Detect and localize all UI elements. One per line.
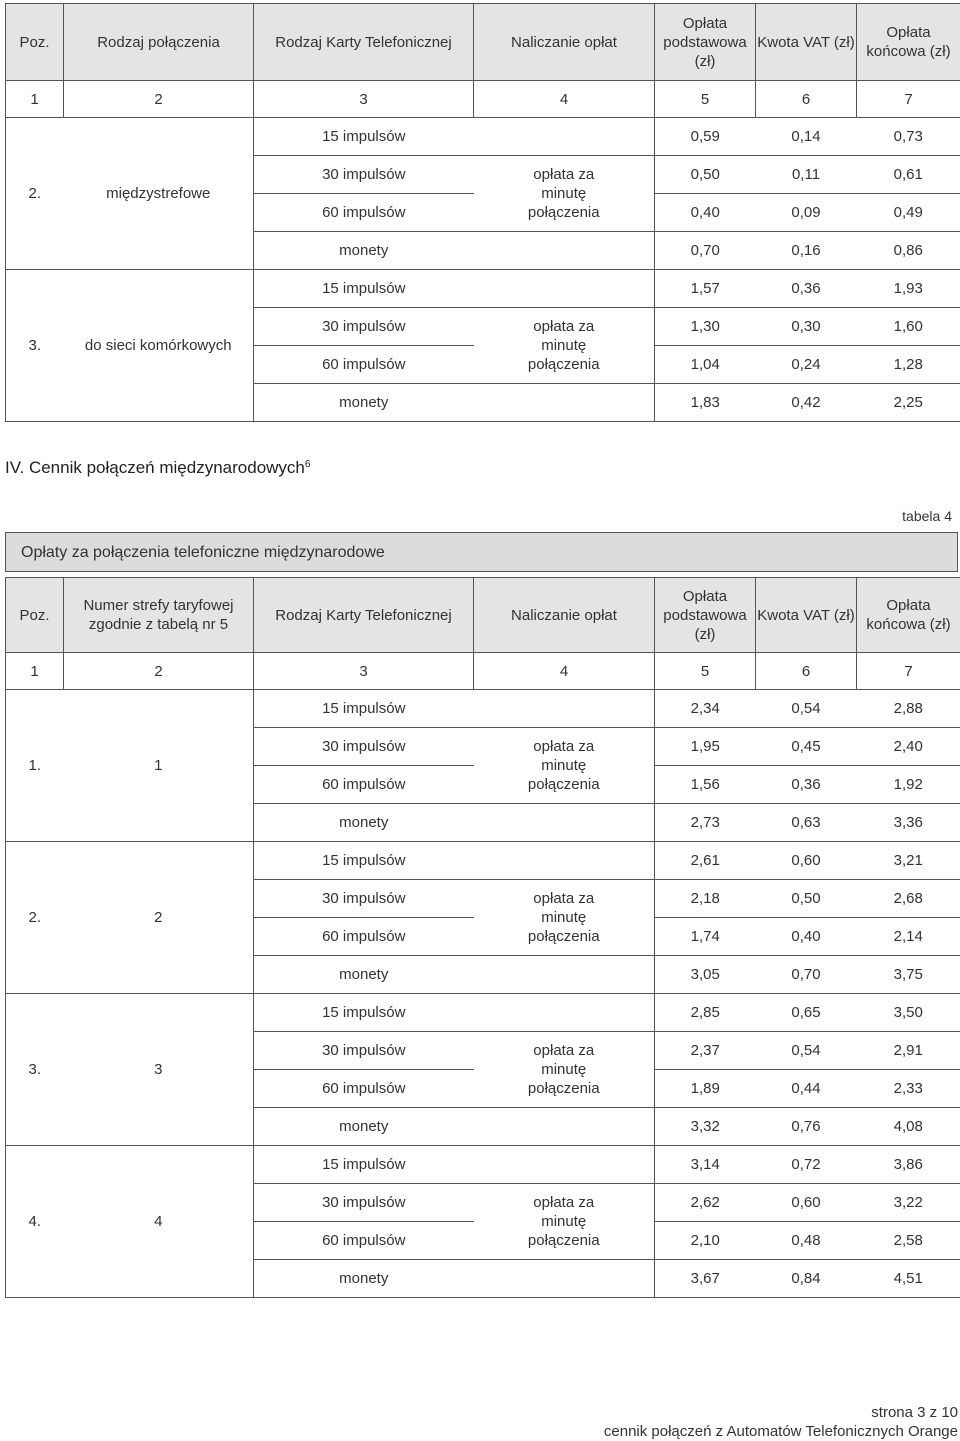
price-row xyxy=(6,1146,960,1184)
table-label: tabela 4 xyxy=(902,508,952,524)
base-fee-cell: 1,30 xyxy=(655,308,756,346)
group-name-cell: do sieci komórkowych xyxy=(64,270,254,422)
vat-cell: 0,24 xyxy=(756,346,857,384)
vat-cell: 0,60 xyxy=(756,1184,857,1222)
card-type-cell: 30 impulsów xyxy=(254,308,474,346)
header-rodzaj-karty: Rodzaj Karty Telefonicznej xyxy=(254,578,474,653)
group-name-cell: 1 xyxy=(64,690,254,842)
price-row xyxy=(6,118,960,156)
vat-cell: 0,84 xyxy=(756,1260,857,1298)
header-kwota-vat: Kwota VAT (zł) xyxy=(756,4,857,81)
final-fee-cell: 2,25 xyxy=(857,384,960,422)
group-name-cell: 4 xyxy=(64,1146,254,1298)
card-type-cell: 60 impulsów xyxy=(254,766,474,804)
vat-cell: 0,65 xyxy=(756,994,857,1032)
vat-cell: 0,60 xyxy=(756,842,857,880)
final-fee-cell: 3,36 xyxy=(857,804,960,842)
header-numer-strefy: Numer strefy taryfowej zgodnie z tabelą nr 5 xyxy=(64,578,254,653)
vat-cell: 0,70 xyxy=(756,956,857,994)
final-fee-cell: 0,86 xyxy=(857,232,960,270)
card-type-cell: 15 impulsów xyxy=(254,842,474,880)
billing-cell-empty xyxy=(474,804,655,842)
final-fee-cell: 0,61 xyxy=(857,156,960,194)
final-fee-cell: 2,88 xyxy=(857,690,960,728)
base-fee-cell: 1,83 xyxy=(655,384,756,422)
header-poz: Poz. xyxy=(6,578,64,653)
price-row xyxy=(6,690,960,728)
group-name-cell: 2 xyxy=(64,842,254,994)
vat-cell: 0,40 xyxy=(756,918,857,956)
poz-cell: 1. xyxy=(6,690,64,842)
vat-cell: 0,11 xyxy=(756,156,857,194)
final-fee-cell: 4,08 xyxy=(857,1108,960,1146)
column-number: 3 xyxy=(254,653,474,690)
domestic-price-table xyxy=(5,3,960,422)
column-number: 7 xyxy=(857,81,960,118)
poz-cell: 3. xyxy=(6,270,64,422)
final-fee-cell: 1,28 xyxy=(857,346,960,384)
vat-cell: 0,63 xyxy=(756,804,857,842)
vat-cell: 0,36 xyxy=(756,270,857,308)
base-fee-cell: 2,10 xyxy=(655,1222,756,1260)
vat-cell: 0,54 xyxy=(756,1032,857,1070)
header-rodzaj-karty: Rodzaj Karty Telefonicznej xyxy=(254,4,474,81)
final-fee-cell: 2,40 xyxy=(857,728,960,766)
card-type-cell: 15 impulsów xyxy=(254,994,474,1032)
vat-cell: 0,09 xyxy=(756,194,857,232)
header-naliczanie: Naliczanie opłat xyxy=(474,578,655,653)
domestic-table-body xyxy=(6,4,960,422)
card-type-cell: 15 impulsów xyxy=(254,118,474,156)
base-fee-cell: 2,37 xyxy=(655,1032,756,1070)
international-price-table xyxy=(5,577,960,1298)
final-fee-cell: 3,21 xyxy=(857,842,960,880)
card-type-cell: 60 impulsów xyxy=(254,194,474,232)
group-name-cell: 3 xyxy=(64,994,254,1146)
base-fee-cell: 2,73 xyxy=(655,804,756,842)
column-number: 3 xyxy=(254,81,474,118)
final-fee-cell: 2,91 xyxy=(857,1032,960,1070)
base-fee-cell: 1,57 xyxy=(655,270,756,308)
table-banner: Opłaty za połączenia telefoniczne międzynarodowe xyxy=(5,532,958,572)
header-naliczanie: Naliczanie opłat xyxy=(474,4,655,81)
billing-cell-empty xyxy=(474,1108,655,1146)
final-fee-cell: 0,49 xyxy=(857,194,960,232)
billing-cell-empty xyxy=(474,384,655,422)
vat-cell: 0,36 xyxy=(756,766,857,804)
billing-cell-empty xyxy=(474,270,655,308)
header-oplata-podstawowa: Opłata podstawowa (zł) xyxy=(655,578,756,653)
billing-cell-empty xyxy=(474,1260,655,1298)
base-fee-cell: 0,50 xyxy=(655,156,756,194)
card-type-cell: 15 impulsów xyxy=(254,690,474,728)
column-number: 1 xyxy=(6,653,64,690)
final-fee-cell: 4,51 xyxy=(857,1260,960,1298)
international-table-body xyxy=(6,578,960,1298)
column-number: 2 xyxy=(64,653,254,690)
page-number: strona 3 z 10 xyxy=(871,1404,958,1421)
column-number: 7 xyxy=(857,653,960,690)
vat-cell: 0,54 xyxy=(756,690,857,728)
card-type-cell: 15 impulsów xyxy=(254,1146,474,1184)
vat-cell: 0,44 xyxy=(756,1070,857,1108)
price-row xyxy=(6,994,960,1032)
footnote-marker: 6 xyxy=(304,459,311,470)
base-fee-cell: 2,18 xyxy=(655,880,756,918)
card-type-cell: 30 impulsów xyxy=(254,1032,474,1070)
base-fee-cell: 0,70 xyxy=(655,232,756,270)
base-fee-cell: 3,05 xyxy=(655,956,756,994)
column-number: 1 xyxy=(6,81,64,118)
vat-cell: 0,14 xyxy=(756,118,857,156)
card-type-cell: 60 impulsów xyxy=(254,1070,474,1108)
final-fee-cell: 3,22 xyxy=(857,1184,960,1222)
card-type-cell: 15 impulsów xyxy=(254,270,474,308)
card-type-cell: 30 impulsów xyxy=(254,1184,474,1222)
final-fee-cell: 3,75 xyxy=(857,956,960,994)
page-footer xyxy=(604,1403,958,1441)
base-fee-cell: 1,89 xyxy=(655,1070,756,1108)
section-title-text: IV. Cennik połączeń międzynarodowych xyxy=(5,458,305,477)
vat-cell: 0,45 xyxy=(756,728,857,766)
billing-cell: opłata za minutę połączenia xyxy=(474,1184,655,1260)
final-fee-cell: 1,60 xyxy=(857,308,960,346)
column-number: 5 xyxy=(655,81,756,118)
final-fee-cell: 1,92 xyxy=(857,766,960,804)
card-type-cell: 60 impulsów xyxy=(254,346,474,384)
vat-cell: 0,30 xyxy=(756,308,857,346)
poz-cell: 4. xyxy=(6,1146,64,1298)
base-fee-cell: 1,56 xyxy=(655,766,756,804)
poz-cell: 3. xyxy=(6,994,64,1146)
group-name-cell: międzystrefowe xyxy=(64,118,254,270)
header-oplata-koncowa: Opłata końcowa (zł) xyxy=(857,4,960,81)
base-fee-cell: 3,67 xyxy=(655,1260,756,1298)
billing-cell-empty xyxy=(474,956,655,994)
base-fee-cell: 1,74 xyxy=(655,918,756,956)
vat-cell: 0,76 xyxy=(756,1108,857,1146)
table-header-row xyxy=(6,578,960,653)
base-fee-cell: 0,40 xyxy=(655,194,756,232)
column-number-row xyxy=(6,653,960,690)
price-row xyxy=(6,270,960,308)
vat-cell: 0,48 xyxy=(756,1222,857,1260)
card-type-cell: monety xyxy=(254,1108,474,1146)
card-type-cell: monety xyxy=(254,804,474,842)
column-number: 4 xyxy=(474,653,655,690)
price-row xyxy=(6,842,960,880)
final-fee-cell: 2,33 xyxy=(857,1070,960,1108)
header-rodzaj-polaczenia: Rodzaj połączenia xyxy=(64,4,254,81)
card-type-cell: monety xyxy=(254,956,474,994)
card-type-cell: 30 impulsów xyxy=(254,880,474,918)
final-fee-cell: 2,68 xyxy=(857,880,960,918)
base-fee-cell: 2,61 xyxy=(655,842,756,880)
final-fee-cell: 2,58 xyxy=(857,1222,960,1260)
column-number: 2 xyxy=(64,81,254,118)
card-type-cell: 30 impulsów xyxy=(254,156,474,194)
base-fee-cell: 0,59 xyxy=(655,118,756,156)
column-number-row xyxy=(6,81,960,118)
table-header-row xyxy=(6,4,960,81)
final-fee-cell: 3,86 xyxy=(857,1146,960,1184)
billing-cell: opłata za minutę połączenia xyxy=(474,308,655,384)
card-type-cell: 60 impulsów xyxy=(254,1222,474,1260)
base-fee-cell: 2,85 xyxy=(655,994,756,1032)
card-type-cell: monety xyxy=(254,384,474,422)
base-fee-cell: 2,34 xyxy=(655,690,756,728)
document-name: cennik połączeń z Automatów Telefonicznych Orange xyxy=(603,1423,958,1440)
billing-cell-empty xyxy=(474,1146,655,1184)
vat-cell: 0,42 xyxy=(756,384,857,422)
header-oplata-podstawowa: Opłata podstawowa (zł) xyxy=(655,4,756,81)
base-fee-cell: 3,32 xyxy=(655,1108,756,1146)
section-title xyxy=(5,458,310,478)
column-number: 5 xyxy=(655,653,756,690)
final-fee-cell: 0,73 xyxy=(857,118,960,156)
vat-cell: 0,50 xyxy=(756,880,857,918)
final-fee-cell: 3,50 xyxy=(857,994,960,1032)
column-number: 6 xyxy=(756,653,857,690)
card-type-cell: 30 impulsów xyxy=(254,728,474,766)
vat-cell: 0,72 xyxy=(756,1146,857,1184)
base-fee-cell: 3,14 xyxy=(655,1146,756,1184)
billing-cell: opłata za minutę połączenia xyxy=(474,1032,655,1108)
final-fee-cell: 1,93 xyxy=(857,270,960,308)
card-type-cell: monety xyxy=(254,232,474,270)
card-type-cell: 60 impulsów xyxy=(254,918,474,956)
column-number: 4 xyxy=(474,81,655,118)
poz-cell: 2. xyxy=(6,118,64,270)
billing-cell-empty xyxy=(474,690,655,728)
billing-cell: opłata za minutę połączenia xyxy=(474,156,655,232)
card-type-cell: monety xyxy=(254,1260,474,1298)
vat-cell: 0,16 xyxy=(756,232,857,270)
base-fee-cell: 1,95 xyxy=(655,728,756,766)
billing-cell: opłata za minutę połączenia xyxy=(474,728,655,804)
header-oplata-koncowa: Opłata końcowa (zł) xyxy=(857,578,960,653)
poz-cell: 2. xyxy=(6,842,64,994)
billing-cell-empty xyxy=(474,232,655,270)
billing-cell-empty xyxy=(474,118,655,156)
base-fee-cell: 1,04 xyxy=(655,346,756,384)
billing-cell-empty xyxy=(474,842,655,880)
column-number: 6 xyxy=(756,81,857,118)
header-poz: Poz. xyxy=(6,4,64,81)
billing-cell-empty xyxy=(474,994,655,1032)
base-fee-cell: 2,62 xyxy=(655,1184,756,1222)
billing-cell: opłata za minutę połączenia xyxy=(474,880,655,956)
final-fee-cell: 2,14 xyxy=(857,918,960,956)
header-kwota-vat: Kwota VAT (zł) xyxy=(756,578,857,653)
